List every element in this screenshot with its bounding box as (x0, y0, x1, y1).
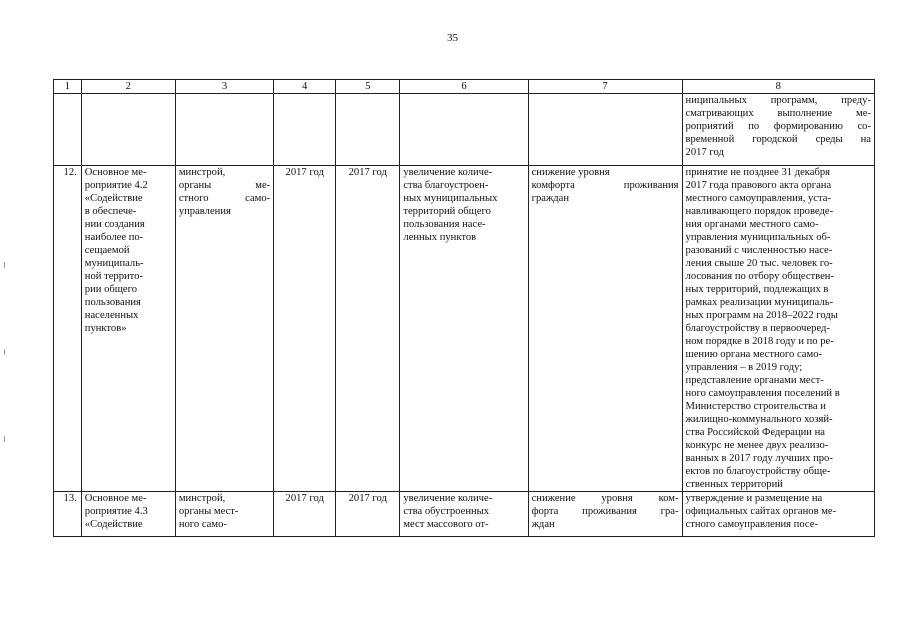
text-line: навливающего порядок проведе- (685, 206, 834, 217)
end-year-cell: 2017 год (336, 492, 400, 537)
scan-mark (4, 262, 5, 268)
text-line: лосования по отбору обществен- (685, 271, 834, 282)
text-line: «Содействие (84, 193, 143, 204)
text-line: роприятие 4.3 (84, 506, 148, 517)
text-line: ства обустроенных (403, 506, 490, 517)
text-line: ниципальных программ, преду- (685, 95, 871, 106)
text-line: в обеспече- (84, 206, 137, 217)
executor-cell (175, 166, 273, 492)
text-line: сматривающих выполнение ме- (685, 108, 871, 119)
empty-cell (274, 94, 336, 166)
measure-name-cell (81, 492, 175, 537)
text-line: шению органа местного само- (685, 349, 823, 360)
result-cell (682, 166, 874, 492)
text-line: местного самоуправления, уста- (685, 193, 831, 204)
column-header: 2 (81, 80, 175, 94)
empty-cell (81, 94, 175, 166)
text-line: ной террито- (84, 271, 143, 282)
text-line: ном порядке в 2018 году и по ре- (685, 336, 834, 347)
empty-cell (336, 94, 400, 166)
text-line: ного само- (178, 519, 227, 530)
text-line: ства благоустроен- (403, 180, 489, 191)
table-row-13 (54, 492, 875, 537)
text-line: наиболее по- (84, 232, 144, 243)
column-header: 1 (54, 80, 82, 94)
text-line: комфорта проживания (531, 180, 679, 191)
column-header: 3 (175, 80, 273, 94)
row-number: 13. (54, 492, 82, 537)
text-line: роприятий по формированию со- (685, 121, 871, 132)
text-line: мест массового от- (403, 519, 489, 530)
text-line: пользования насе- (403, 219, 486, 230)
text-line: ных территорий, подлежащих в (685, 284, 829, 295)
text-line: стного самоуправления посе- (685, 519, 818, 530)
text-line: снижение уровня ком- (531, 493, 679, 504)
text-line: принятие не позднее 31 декабря (685, 167, 831, 178)
page-number: 35 (447, 32, 458, 44)
text-line: увеличение количе- (403, 167, 493, 178)
column-header: 7 (528, 80, 682, 94)
table-row-12 (54, 166, 875, 492)
text-line: управления муниципальных об- (685, 232, 831, 243)
text-line: представление органами мест- (685, 375, 824, 386)
text-line: пунктов» (84, 323, 127, 334)
text-line: рии общего (84, 284, 137, 295)
result-cell (682, 492, 874, 537)
text-line: органы мест- (178, 506, 239, 517)
column-number-row (54, 80, 875, 94)
text-line: утверждение и размещение на (685, 493, 823, 504)
text-line: органы ме- (178, 180, 271, 191)
consequence-cell (528, 166, 682, 492)
measures-table (53, 79, 875, 537)
text-line: ленных пунктов (403, 232, 477, 243)
empty-cell (400, 94, 528, 166)
consequence-cell (528, 492, 682, 537)
text-line: «Содействие (84, 519, 143, 530)
start-year-cell: 2017 год (274, 166, 336, 492)
expected-result-cell (400, 492, 528, 537)
row-number: 12. (54, 166, 82, 492)
table-row-continuation (54, 94, 875, 166)
text-line: форта проживания гра- (531, 506, 679, 517)
column-header: 6 (400, 80, 528, 94)
text-line: ванных в 2017 году лучших про- (685, 453, 833, 464)
text-line: благоустройству в первоочеред- (685, 323, 830, 334)
text-line: ных муниципальных (403, 193, 498, 204)
text-line: роприятие 4.2 (84, 180, 148, 191)
text-line: Основное ме- (84, 167, 147, 178)
text-line: стного само- (178, 193, 271, 204)
text-line: увеличение количе- (403, 493, 493, 504)
text-line: пользования (84, 297, 141, 308)
text-line: управления – в 2019 году; (685, 362, 803, 373)
text-line: территорий общего (403, 206, 491, 217)
text-line: ектов по благоустройству обще- (685, 466, 831, 477)
executor-cell (175, 492, 273, 537)
result-cell (682, 94, 874, 166)
text-line: жилищно-коммунального хозяй- (685, 414, 833, 425)
empty-cell (528, 94, 682, 166)
text-line: сещаемой (84, 245, 130, 256)
text-line: конкурс не менее двух реализо- (685, 440, 829, 451)
text-line: 2017 года правового акта органа (685, 180, 832, 191)
text-line: 2017 год (685, 147, 724, 158)
expected-result-cell (400, 166, 528, 492)
text-line: минстрой, (178, 167, 226, 178)
empty-cell (54, 94, 82, 166)
text-line: временной городской среды на (685, 134, 871, 145)
text-line: рамках реализации муниципаль- (685, 297, 834, 308)
start-year-cell: 2017 год (274, 492, 336, 537)
text-line: ственных территорий (685, 479, 783, 490)
text-line: ного самоуправления поселений в (685, 388, 840, 399)
text-line: официальных сайтах органов ме- (685, 506, 837, 517)
text-line: ления свыше 20 тыс. человек го- (685, 258, 833, 269)
measure-name-cell (81, 166, 175, 492)
text-line: Основное ме- (84, 493, 147, 504)
text-line: ства Российской Федерации на (685, 427, 825, 438)
column-header: 4 (274, 80, 336, 94)
column-header: 5 (336, 80, 400, 94)
scan-mark (4, 349, 5, 355)
empty-cell (175, 94, 273, 166)
text-line: разований с численностью насе- (685, 245, 833, 256)
text-line: Министерство строительства и (685, 401, 826, 412)
text-line: муниципаль- (84, 258, 144, 269)
text-line: ждан (531, 519, 555, 530)
column-header: 8 (682, 80, 874, 94)
scan-mark (4, 436, 5, 442)
text-line: минстрой, (178, 493, 226, 504)
text-line: населенных (84, 310, 139, 321)
text-line: ных программ на 2018–2022 годы (685, 310, 838, 321)
text-line: управления (178, 206, 231, 217)
text-line: нии создания (84, 219, 145, 230)
end-year-cell: 2017 год (336, 166, 400, 492)
text-line: ния органами местного само- (685, 219, 819, 230)
text-line: снижение уровня (531, 167, 610, 178)
text-line: граждан (531, 193, 570, 204)
